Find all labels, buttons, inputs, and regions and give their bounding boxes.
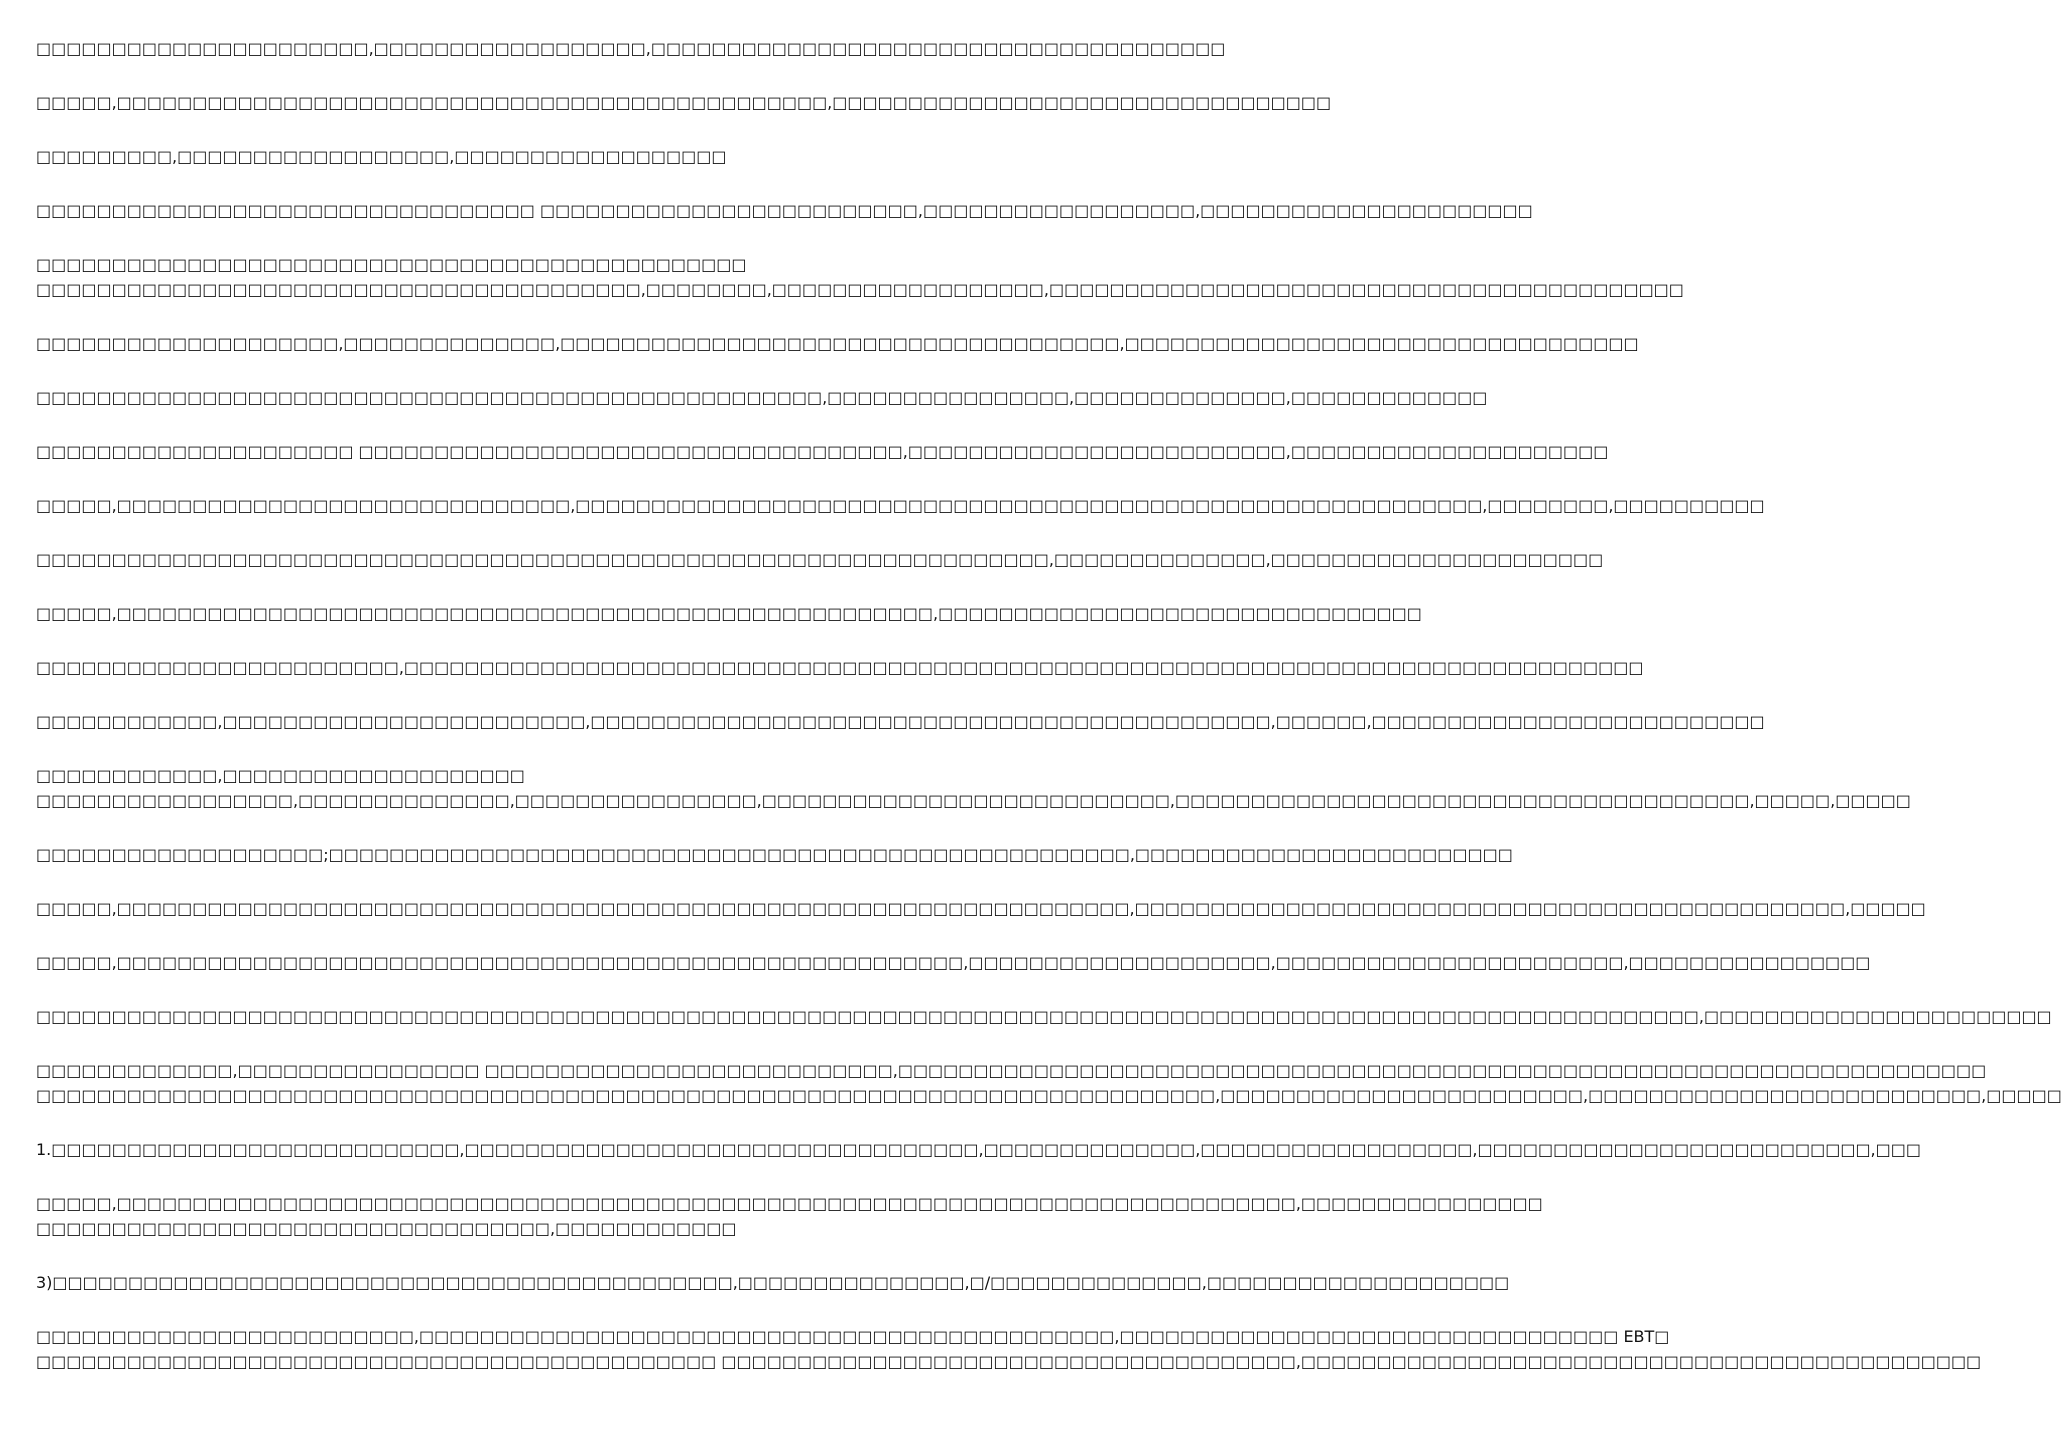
text-line-14: □□□□□□□□□□□□,□□□□□□□□□□□□□□□□□□□□□□□□,□□□□□□□□□□□□□□□□□□□□□□□□□□□□□□□□□□□□□□□□□□□□□,□□□□□□,□□□□□□□□□□□□□□□□□□□□□□□□□□ [36, 712, 1765, 731]
document-page [36, 36, 2062, 1374]
text-line-24: □□□□□,□□□□□□□□□□□□□□□□□□□□□□□□□□□□□□□□□□□□□□□□□□□□□□□□□□□□□□□□□□□□□□□□□□□□□□□□□□□□□□,□□□□□□□□□□□□□□□□ [36, 1194, 1543, 1213]
text-line-10: □□□□□,□□□□□□□□□□□□□□□□□□□□□□□□□□□□□□,□□□□□□□□□□□□□□□□□□□□□□□□□□□□□□□□□□□□□□□□□□□□□□□□□□□□□□□□□□□□,□□□□□□□□,□□□□□□□□□□ [36, 496, 1765, 515]
text-line-16: □□□□□□□□□□□□□□□□□,□□□□□□□□□□□□□□,□□□□□□□□□□□□□□□□,□□□□□□□□□□□□□□□□□□□□□□□□□□□,□□□□□□□□□□□□□□□□□□□□□□□□□□□□□□□□□□□□□□,□□□□□,□□□□□ [36, 791, 1911, 810]
text-line-13: □□□□□□□□□□□□□□□□□□□□□□□□,□□□□□□□□□□□□□□□□□□□□□□□□□□□□□□□□□□□□□□□□□□□□□□□□□□□□□□□□□□□□□□□□□□□□□□□□□□□□□□□□□□ [36, 658, 1644, 677]
text-line-25: □□□□□□□□□□□□□□□□□□□□□□□□□□□□□□□□□□,□□□□□□□□□□□□ [36, 1219, 737, 1238]
text-line-17: □□□□□□□□□□□□□□□□□□□;□□□□□□□□□□□□□□□□□□□□□□□□□□□□□□□□□□□□□□□□□□□□□□□□□□□□□,□□□□□□□□□□□□□□□□□□□□□□□□□ [36, 845, 1513, 864]
text-line-22: □□□□□□□□□□□□□□□□□□□□□□□□□□□□□□□□□□□□□□□□□□□□□□□□□□□□□□□□□□□□□□□□□□□□□□□□□□□□□□,□□□□□□□□□□□□□□□□□□□□□□□□,□□□□□□□□□□□□□□□□□□□□□□□□□□,□□□□□ [36, 1086, 2062, 1105]
text-line-3: □□□□□□□□□,□□□□□□□□□□□□□□□□□□,□□□□□□□□□□□□□□□□□□ [36, 147, 727, 166]
text-line-18: □□□□□,□□□□□□□□□□□□□□□□□□□□□□□□□□□□□□□□□□□□□□□□□□□□□□□□□□□□□□□□□□□□□□□□□□□,□□□□□□□□□□□□□□□□□□□□□□□□□□□□□□□□□□□□□□□□□□□□□□□,□□□□□ [36, 899, 1926, 918]
text-line-28: □□□□□□□□□□□□□□□□□□□□□□□□□□□□□□□□□□□□□□□□□□□□□ □□□□□□□□□□□□□□□□□□□□□□□□□□□□□□□□□□□□□□,□□□□□□□□□□□□□□□□□□□□□□□□□□□□□□□□□□□□□□□□□□□□□ [36, 1352, 1982, 1371]
text-line-23: 1.□□□□□□□□□□□□□□□□□□□□□□□□□□□,□□□□□□□□□□□□□□□□□□□□□□□□□□□□□□□□□□,□□□□□□□□□□□□□□,□□□□□□□□□□□□□□□□□□,□□□□□□□□□□□□□□□□□□□□□□□□□□,□□□ [36, 1140, 1921, 1159]
text-line-12: □□□□□,□□□□□□□□□□□□□□□□□□□□□□□□□□□□□□□□□□□□□□□□□□□□□□□□□□□□□□,□□□□□□□□□□□□□□□□□□□□□□□□□□□□□□□□ [36, 604, 1422, 623]
text-line-2: □□□□□,□□□□□□□□□□□□□□□□□□□□□□□□□□□□□□□□□□□□□□□□□□□□□□□,□□□□□□□□□□□□□□□□□□□□□□□□□□□□□□□□□ [36, 93, 1332, 112]
text-line-4: □□□□□□□□□□□□□□□□□□□□□□□□□□□□□□□□□ □□□□□□□□□□□□□□□□□□□□□□□□□,□□□□□□□□□□□□□□□□□□,□□□□□□□□□□□□□□□□□□□□□□ [36, 201, 1533, 220]
text-line-9: □□□□□□□□□□□□□□□□□□□□□ □□□□□□□□□□□□□□□□□□□□□□□□□□□□□□□□□□□□,□□□□□□□□□□□□□□□□□□□□□□□□□,□□□□□□□□□□□□□□□□□□□□□ [36, 442, 1609, 461]
text-line-21: □□□□□□□□□□□□□,□□□□□□□□□□□□□□□□ □□□□□□□□□□□□□□□□□□□□□□□□□□□,□□□□□□□□□□□□□□□□□□□□□□□□□□□□□□□□□□□□□□□□□□□□□□□□□□□□□□□□□□□□□□□□□□□□□□□□ [36, 1061, 1987, 1080]
text-line-8: □□□□□□□□□□□□□□□□□□□□□□□□□□□□□□□□□□□□□□□□□□□□□□□□□□□□,□□□□□□□□□□□□□□□□,□□□□□□□□□□□□□□,□□□□□□□□□□□□□ [36, 388, 1488, 407]
text-line-6: □□□□□□□□□□□□□□□□□□□□□□□□□□□□□□□□□□□□□□□□,□□□□□□□□,□□□□□□□□□□□□□□□□□□,□□□□□□□□□□□□□□□□□□□□□□□□□□□□□□□□□□□□□□□□□□ [36, 280, 1684, 299]
text-line-11: □□□□□□□□□□□□□□□□□□□□□□□□□□□□□□□□□□□□□□□□□□□□□□□□□□□□□□□□□□□□□□□□□□□,□□□□□□□□□□□□□□,□□□□□□□□□□□□□□□□□□□□□□ [36, 550, 1604, 569]
text-line-1: □□□□□□□□□□□□□□□□□□□□□□,□□□□□□□□□□□□□□□□□□,□□□□□□□□□□□□□□□□□□□□□□□□□□□□□□□□□□□□□□ [36, 39, 1226, 58]
text-line-5: □□□□□□□□□□□□□□□□□□□□□□□□□□□□□□□□□□□□□□□□□□□□□□□ [36, 255, 747, 274]
text-line-15: □□□□□□□□□□□□,□□□□□□□□□□□□□□□□□□□□ [36, 766, 525, 785]
text-line-7: □□□□□□□□□□□□□□□□□□□□,□□□□□□□□□□□□□□,□□□□□□□□□□□□□□□□□□□□□□□□□□□□□□□□□□□□□,□□□□□□□□□□□□□□□□□□□□□□□□□□□□□□□□□□ [36, 334, 1639, 353]
text-line-26: 3)□□□□□□□□□□□□□□□□□□□□□□□□□□□□□□□□□□□□□□□□□□□□□,□□□□□□□□□□□□□□□,□/□□□□□□□□□□□□□□,□□□□□□□□□□□□□□□□□□□□ [36, 1273, 1510, 1292]
text-line-20: □□□□□□□□□□□□□□□□□□□□□□□□□□□□□□□□□□□□□□□□□□□□□□□□□□□□□□□□□□□□□□□□□□□□□□□□□□□□□□□□□□□□□□□□□□□□□□□□□□□□□□□□□□□□□□,□□□□□□□□□□□□□□□□□□□□□□□ [36, 1007, 2052, 1026]
text-line-27: □□□□□□□□□□□□□□□□□□□□□□□□□,□□□□□□□□□□□□□□□□□□□□□□□□□□□□□□□□□□□□□□□□□□□□□□,□□□□□□□□□□□□□□□□□□□□□□□□□□□□□□□□□ EBT□ [36, 1327, 1670, 1346]
text-line-19: □□□□□,□□□□□□□□□□□□□□□□□□□□□□□□□□□□□□□□□□□□□□□□□□□□□□□□□□□□□□□□,□□□□□□□□□□□□□□□□□□□□,□□□□□□□□□□□□□□□□□□□□□□□,□□□□□□□□□□□□□□□□ [36, 953, 1871, 972]
